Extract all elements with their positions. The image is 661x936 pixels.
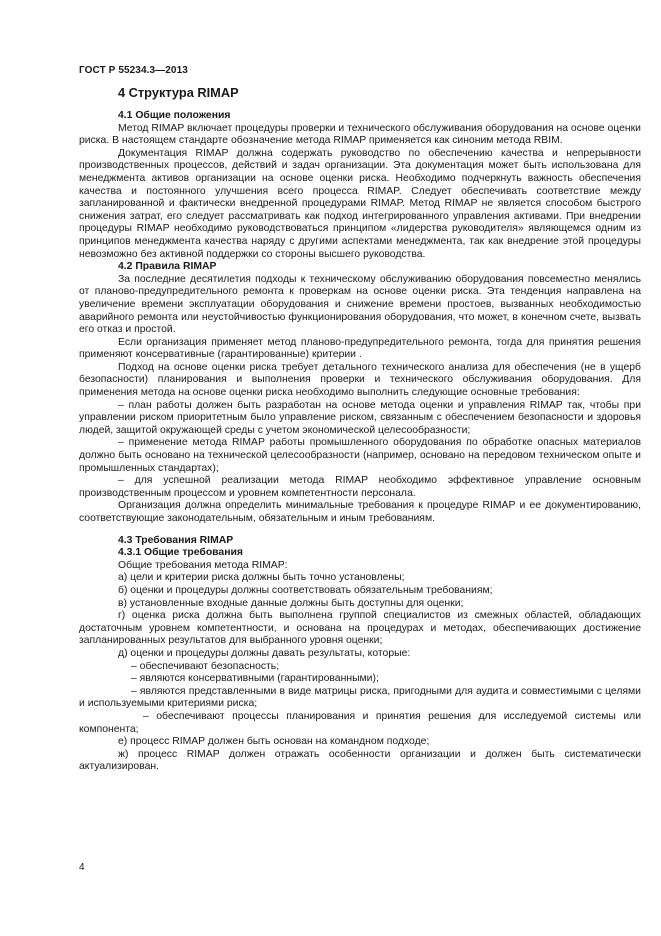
paragraph: Подход на основе оценки риска требует детального технического анализа для обеспечения (не в ущерб безопасности) планирования и выполнения проверки и технического обслуживания оборудования. Для применения метода на основе оценки риска необходимо выполнить следующие основные требования: xyxy=(79,361,641,399)
dash-item: – применение метода RIMAP работы промышленного оборудования по обработке опасных материалов должно быть основано на технической целесообразности (например, основано на передовом техническом опыте и промышленных стандартах); xyxy=(79,437,641,474)
dash-item: – план работы должен быть разработан на основе метода оценки и управления RIMAP так, чтобы при управлении риском приоритетным было управление риском, связанным с обеспечением безопасности и здоровья людей, защитой окружающей среды с учетом экономической целесообразности; xyxy=(79,399,641,436)
dash-item: – для успешной реализации метода RIMAP необходимо эффективное управление основным производственным процессом и уровнем компетентности персонала. xyxy=(79,475,641,499)
paragraph: Если организация применяет метод планово-предупредительного ремонта, тогда для принятия решения применяют консервативные (гарантированные) критерии . xyxy=(79,336,641,361)
dash-item: – обеспечивают процессы планирования и принятия решения для исследуемой системы или компонента; xyxy=(79,710,641,735)
list-item-d: д) оценки и процедуры должны давать результаты, которые: xyxy=(118,647,411,659)
list-item-zh: ж) процесс RIMAP должен отражать особенности организации и должен быть систематически актуализирован. xyxy=(79,748,641,773)
document-header: ГОСТ Р 55234.3—2013 xyxy=(79,65,188,76)
paragraph: Организация должна определить минимальные требования к процедуре RIMAP и ее документированию, соответствующие законодательным, обязательным и иным требованиям. xyxy=(79,500,641,524)
page-number: 4 xyxy=(79,862,85,873)
section-4-1-title: 4.1 Общие положения xyxy=(118,110,231,121)
document-body xyxy=(79,86,641,774)
dash-item: – являются консервативными (гарантированными); xyxy=(131,673,379,685)
section-4-2-title: 4.2 Правила RIMAP xyxy=(118,261,217,273)
section-4-3-title: 4.3 Требования RIMAP xyxy=(118,534,234,546)
paragraph: Общие требования метода RIMAP: xyxy=(118,559,288,571)
paragraph: Документация RIMAP должна содержать руководство по обеспечению качества и непрерывности производственных процессов, действий и задач организации. Эта документация может быть использована для менеджмента активов организации на основе оценки риска. Необходимо подчеркнуть важность обеспечения качества и постоянного улучшения всего процесса RIMAP. Следует обеспечивать соответствие между запланированной и фактически внедренной процедурами RIMAP. Метод RIMAP не является способом быстрого снижения затрат, его следует рассматривать как подход интегрированного управления активами. При внедрении процедуры RIMAP необходимо руководствоваться принципом «лидерства руководителя» являющемся одним из принципов менеджмента качества наряду с другими аспектами менеджмента, так как внедрение этой процедуры невозможно без активной поддержки со стороны высшего руководства. xyxy=(79,147,641,260)
list-item-e: е) процесс RIMAP должен быть основан на командном подходе; xyxy=(118,736,430,748)
list-item-b: б) оценки и процедуры должны соответствовать обязательным требованиям; xyxy=(118,584,493,596)
paragraph: За последние десятилетия подходы к техническому обслуживанию оборудования повсеместно менялись от планово-предупредительного ремонта к проверкам на основе оценки риска. Эта тенденция направлена на увеличение времени эксплуатации оборудования и снижение времени простоев, вызванных необходимостью аварийного ремонта или неустойчивостью функционирования оборудования, что может, в конечном счете, вызвать его отказ и простой. xyxy=(79,273,641,336)
dash-item: – обеспечивают безопасность; xyxy=(131,660,280,672)
list-item-v: в) установленные входные данные должны быть доступны для оценки; xyxy=(118,597,464,609)
list-item-g: г) оценка риска должна быть выполнена группой специалистов из смежных областей, обладающих достаточным уровнем компетентности, и основана на процедурах и методах, обеспечивающих достижение запланированных результатов для выбранного уровня оценки; xyxy=(79,610,641,647)
dash-item: – являются представленными в виде матрицы риска, пригодными для аудита и совместимыми с целями и используемыми критериями риска; xyxy=(79,685,641,710)
list-item-a: а) цели и критерии риска должны быть точно установлены; xyxy=(118,572,405,584)
section-4-3-1-title: 4.3.1 Общие требования xyxy=(118,547,243,559)
paragraph: Метод RIMAP включает процедуры проверки и технического обслуживания оборудования на основе оценки риска. В настоящем стандарте обозначение метода RIMAP применяется как синоним метода RBIM. xyxy=(79,122,641,147)
section-4-title: 4 Структура RIMAP xyxy=(118,85,239,100)
